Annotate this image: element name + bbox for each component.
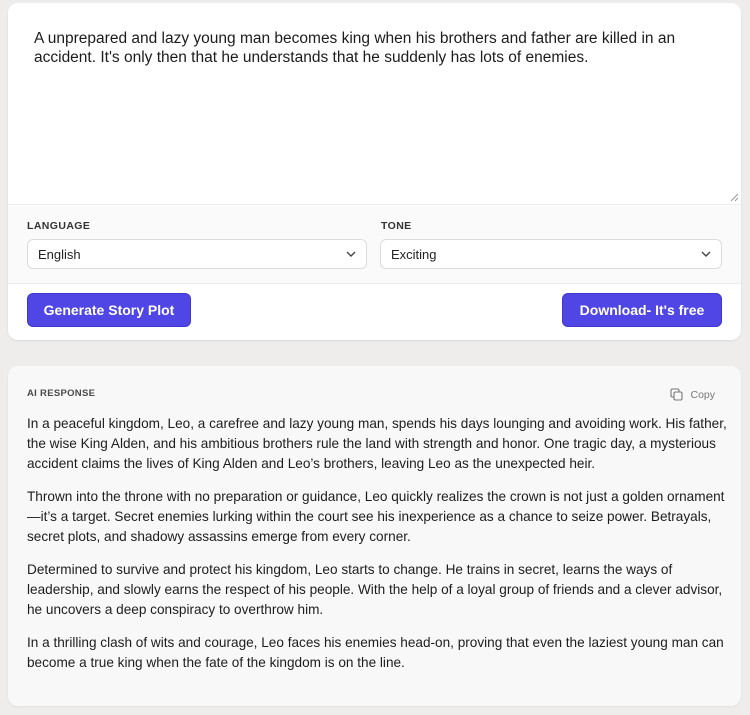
copy-button[interactable] — [690, 389, 715, 401]
response-paragraph: Thrown into the throne with no preparation or guidance, Leo quickly realizes the crown is not just a golden ornament—it’s a target. Secret enemies lurking within the court see his inexperience as a chance to seize power. Betrayals, secret plots, and shadowy assassins emerge from every corner. — [27, 489, 725, 544]
generate-story-button[interactable]: Generate Story Plot — [27, 293, 191, 327]
prompt-textarea[interactable] — [8, 3, 741, 205]
response-paragraph: Determined to survive and protect his kingdom, Leo starts to change. He trains in secret, learns the ways of leadership, and slowly earns the respect of his people. With the help of a loyal group of friends and a clever advisor, he uncovers a deep conspiracy to overthrow him. — [27, 562, 723, 617]
options-bar — [8, 206, 741, 284]
actions-bar — [8, 284, 741, 340]
response-paragraph: In a peaceful kingdom, Leo, a carefree and lazy young man, spends his days lounging and avoiding work. His father, the wise King Alden, and his ambitious brothers rule the land with strength and honor. One tragic day, a mysterious accident claims the lives of King Alden and Leo’s brothers, leaving Leo as the unexpected heir. — [27, 416, 727, 471]
language-label: LANGUAGE — [27, 220, 91, 232]
chevron-down-icon — [346, 250, 356, 258]
language-value: English — [38, 247, 81, 262]
prompt-text: A unprepared and lazy young man becomes king when his brothers and father are killed in an accident. It's only then that he understands that he suddenly has lots of enemies. — [34, 30, 676, 66]
ai-response-text — [27, 414, 727, 686]
resize-grip-icon[interactable] — [729, 192, 739, 202]
language-select[interactable] — [27, 239, 367, 269]
copy-label: Copy — [690, 389, 715, 401]
ai-response-card — [8, 366, 741, 706]
download-button[interactable]: Download- It's free — [562, 293, 722, 327]
copy-icon — [670, 388, 683, 401]
chevron-down-icon — [701, 250, 711, 258]
ai-response-label: AI RESPONSE — [27, 388, 96, 399]
tone-label: TONE — [381, 220, 412, 232]
response-paragraph: In a thrilling clash of wits and courage, Leo faces his enemies head-on, proving that even the laziest young man can become a true king when the fate of the kingdom is on the line. — [27, 635, 724, 670]
tone-select[interactable] — [380, 239, 722, 269]
tone-value: Exciting — [391, 247, 437, 262]
story-form-card — [8, 3, 741, 340]
